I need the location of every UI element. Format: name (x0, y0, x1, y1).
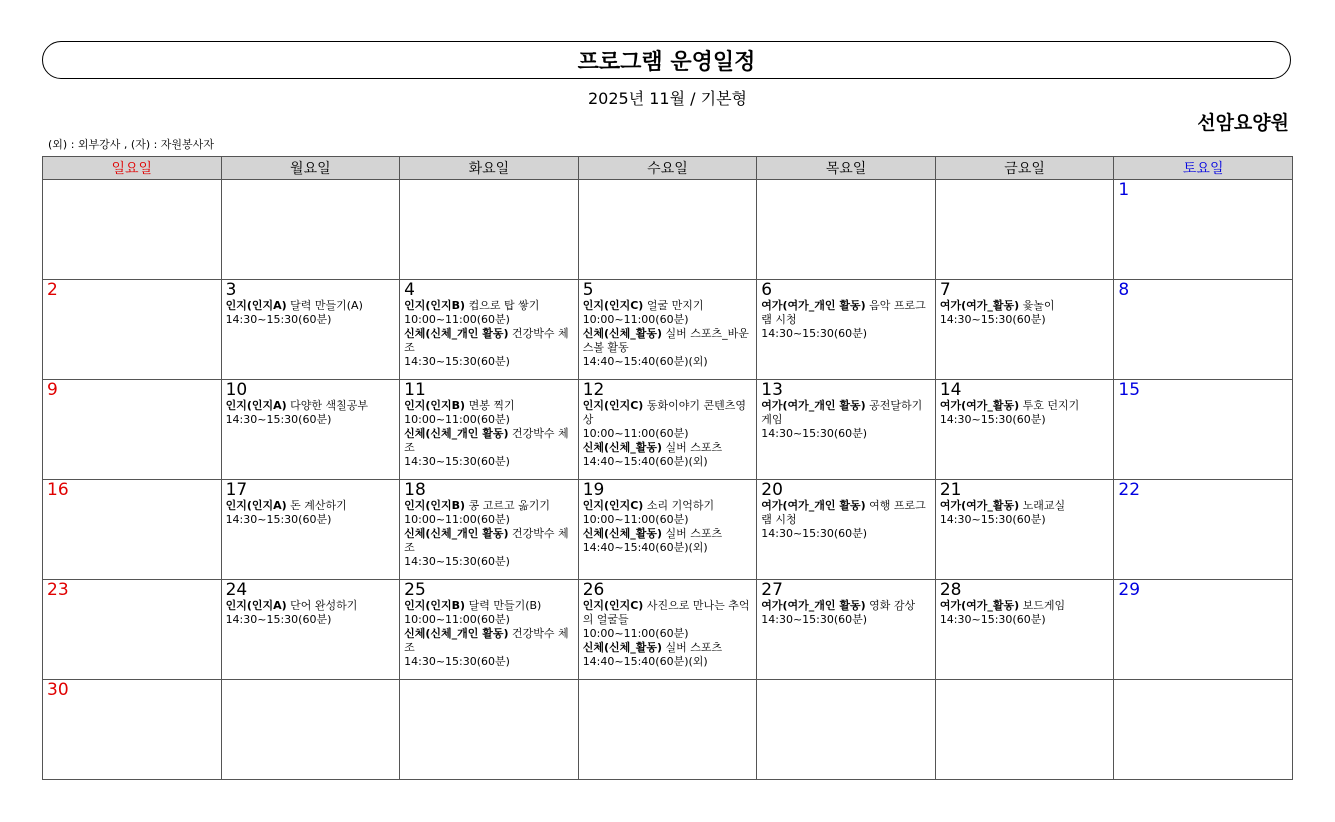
program-name: 음악 프로그램 시청 (761, 299, 926, 326)
program-entry (583, 499, 753, 527)
program-time: 14:30~15:30(60분) (404, 655, 510, 668)
program-entry (404, 299, 574, 327)
program-time: 14:30~15:30(60분) (761, 613, 868, 626)
program-name: 실버 스포츠 (665, 441, 723, 454)
day-number: 29 (1118, 580, 1141, 600)
program-entry (940, 499, 1110, 527)
program-time: 14:30~15:30(60분) (225, 413, 332, 426)
calendar-week-row (43, 180, 1293, 280)
program-entry (226, 499, 396, 527)
calendar-day-cell (221, 680, 400, 780)
page-subtitle: 2025년 11월 / 기본형 (587, 89, 747, 108)
calendar-day-cell (935, 380, 1114, 480)
program-name: 영화 감상 (869, 599, 916, 612)
program-category: 여가(여가_개인 활동) (761, 599, 866, 612)
program-category: 신체(신체_활동) (582, 327, 662, 340)
program-name: 돈 계산하기 (290, 499, 347, 512)
day-number: 26 (582, 580, 605, 600)
program-category: 인지(인지B) (404, 499, 466, 512)
day-number: 24 (225, 580, 248, 600)
calendar-day-cell (400, 180, 579, 280)
calendar-week-row (43, 480, 1293, 580)
program-entry (404, 599, 574, 627)
calendar-day-cell (757, 280, 936, 380)
program-time: 14:30~15:30(60분) (225, 613, 332, 626)
program-category: 여가(여가_개인 활동) (761, 499, 866, 512)
program-time: 14:30~15:30(60분) (404, 455, 510, 468)
legend-note: (외) : 외부강사 , (자) : 자원봉사자 (48, 138, 214, 151)
day-number: 9 (47, 380, 58, 400)
program-category: 인지(인지A) (225, 399, 287, 412)
program-category: 여가(여가_개인 활동) (761, 299, 866, 312)
program-entry (226, 599, 396, 627)
program-time: 14:30~15:30(60분) (761, 527, 868, 540)
day-number: 1 (1118, 180, 1130, 200)
calendar-day-cell (757, 480, 936, 580)
program-entry (583, 599, 753, 641)
calendar-day-cell (43, 480, 222, 580)
program-name: 건강박수 체조 (404, 627, 569, 654)
program-time: 14:30~15:30(60분) (939, 513, 1046, 526)
organization-name: 선암요양원 (1197, 112, 1289, 134)
weekday-header-mon: 월요일 (221, 157, 400, 180)
program-entry (761, 499, 931, 541)
program-time: 14:30~15:30(60분) (761, 427, 868, 440)
day-number: 11 (404, 380, 426, 400)
program-name: 면봉 찍기 (468, 399, 515, 412)
program-entry (404, 627, 574, 669)
day-number: 20 (761, 480, 783, 500)
day-number: 16 (47, 480, 69, 500)
weekday-header-tue: 화요일 (400, 157, 579, 180)
calendar-day-cell (400, 380, 579, 480)
program-name: 실버 스포츠 (665, 527, 723, 540)
calendar-day-cell (935, 680, 1114, 780)
program-entry (404, 327, 574, 369)
calendar-day-cell (578, 580, 757, 680)
program-entry (583, 399, 753, 441)
day-number: 25 (404, 580, 426, 600)
day-number: 12 (582, 380, 605, 400)
program-entry (404, 427, 574, 469)
program-time: 10:00~11:00(60분) (582, 513, 689, 526)
program-time: 14:30~15:30(60분) (225, 513, 332, 526)
program-time: 14:30~15:30(60분) (939, 613, 1046, 626)
program-time: 10:00~11:00(60분) (404, 313, 510, 326)
day-number: 5 (582, 280, 594, 300)
program-time: 14:30~15:30(60분) (404, 555, 510, 568)
program-name: 콩 고르고 옮기기 (468, 499, 550, 512)
weekday-header-fri: 금요일 (935, 157, 1114, 180)
weekday-header-sun: 일요일 (43, 157, 222, 180)
calendar-day-cell (221, 280, 400, 380)
program-name: 달력 만들기(B) (468, 599, 542, 612)
program-name: 노래교실 (1022, 499, 1066, 512)
program-name: 소리 기억하기 (646, 499, 715, 512)
program-time: 10:00~11:00(60분) (582, 627, 689, 640)
program-time: 14:40~15:40(60분)(외) (582, 355, 708, 368)
program-category: 신체(신체_개인 활동) (404, 427, 509, 440)
program-time: 14:40~15:40(60분)(외) (582, 541, 708, 554)
page-title-text: 프로그램 운영일정 (577, 49, 756, 75)
program-name: 공전달하기 게임 (761, 399, 923, 426)
day-number: 14 (939, 380, 962, 400)
program-category: 인지(인지B) (404, 299, 466, 312)
program-entry (583, 527, 753, 555)
calendar-day-cell (43, 180, 222, 280)
program-time: 10:00~11:00(60분) (404, 613, 510, 626)
program-category: 인지(인지C) (582, 399, 644, 412)
calendar-day-cell (578, 680, 757, 780)
weekday-header-thu: 목요일 (757, 157, 936, 180)
weekday-header-row (43, 157, 1293, 180)
program-category: 여가(여가_활동) (939, 299, 1020, 312)
program-name: 실버 스포츠 (665, 641, 723, 654)
day-number: 17 (225, 480, 248, 500)
program-name: 다양한 색칠공부 (290, 399, 369, 412)
program-entry (404, 499, 574, 527)
program-category: 신체(신체_개인 활동) (404, 327, 509, 340)
program-time: 14:30~15:30(60분) (761, 327, 868, 340)
program-category: 인지(인지A) (225, 299, 287, 312)
program-category: 신체(신체_개인 활동) (404, 527, 509, 540)
day-number: 10 (225, 380, 248, 400)
day-number: 23 (47, 580, 69, 600)
program-name: 달력 만들기(A) (290, 299, 363, 312)
calendar-day-cell (757, 680, 936, 780)
program-entry (940, 599, 1110, 627)
day-number: 3 (225, 280, 237, 300)
program-name: 건강박수 체조 (404, 527, 569, 554)
calendar-day-cell (935, 280, 1114, 380)
day-number: 7 (939, 280, 951, 300)
calendar-day-cell (935, 480, 1114, 580)
day-number: 2 (47, 280, 58, 300)
calendar-day-cell (400, 580, 579, 680)
day-number: 4 (404, 280, 415, 300)
program-entry (761, 399, 931, 441)
calendar-day-cell (1114, 580, 1293, 680)
program-time: 10:00~11:00(60분) (582, 313, 689, 326)
calendar-table (42, 156, 1293, 780)
program-name: 실버 스포츠_바운스볼 활동 (582, 327, 749, 354)
program-time: 14:40~15:40(60분)(외) (582, 655, 708, 668)
day-number: 8 (1118, 280, 1130, 300)
calendar-day-cell (1114, 380, 1293, 480)
program-name: 여행 프로그램 시청 (761, 499, 926, 526)
day-number: 21 (939, 480, 962, 500)
program-entry (761, 599, 931, 627)
calendar-day-cell (1114, 180, 1293, 280)
day-number: 6 (761, 280, 773, 300)
program-time: 14:40~15:40(60분)(외) (582, 455, 708, 468)
program-entry (583, 327, 753, 369)
calendar-week-row (43, 580, 1293, 680)
program-entry (583, 441, 753, 469)
day-number: 15 (1118, 380, 1141, 400)
calendar-day-cell (400, 480, 579, 580)
calendar-day-cell (221, 380, 400, 480)
calendar-day-cell (43, 380, 222, 480)
day-number: 13 (761, 380, 783, 400)
program-time: 10:00~11:00(60분) (404, 413, 510, 426)
page-title (42, 41, 1291, 79)
program-category: 여가(여가_활동) (939, 399, 1020, 412)
program-name: 윷놀이 (1022, 299, 1055, 312)
program-time: 10:00~11:00(60분) (404, 513, 510, 526)
calendar-day-cell (400, 680, 579, 780)
program-category: 신체(신체_활동) (582, 527, 662, 540)
program-time: 14:30~15:30(60분) (939, 413, 1046, 426)
program-entry (404, 527, 574, 569)
program-name: 동화이야기 콘텐츠영상 (582, 399, 746, 426)
calendar-week-row (43, 280, 1293, 380)
day-number: 19 (582, 480, 605, 500)
program-time: 10:00~11:00(60분) (582, 427, 689, 440)
program-name: 얼굴 만지기 (646, 299, 704, 312)
day-number: 28 (939, 580, 962, 600)
program-time: 14:30~15:30(60분) (404, 355, 510, 368)
calendar-day-cell (1114, 480, 1293, 580)
day-number: 27 (761, 580, 783, 600)
calendar-week-row (43, 380, 1293, 480)
calendar-day-cell (757, 580, 936, 680)
calendar-day-cell (221, 580, 400, 680)
program-name: 컵으로 탑 쌓기 (468, 299, 540, 312)
program-category: 인지(인지B) (404, 399, 466, 412)
program-name: 사진으로 만나는 추억의 얼굴들 (582, 599, 750, 626)
program-category: 신체(신체_개인 활동) (404, 627, 509, 640)
program-category: 신체(신체_활동) (582, 641, 662, 654)
program-entry (404, 399, 574, 427)
program-name: 투호 던지기 (1022, 399, 1080, 412)
calendar-day-cell (935, 580, 1114, 680)
program-entry (761, 299, 931, 341)
calendar-day-cell (221, 180, 400, 280)
calendar-day-cell (578, 480, 757, 580)
calendar-day-cell (578, 180, 757, 280)
program-entry (940, 399, 1110, 427)
calendar-day-cell (221, 480, 400, 580)
program-category: 인지(인지C) (582, 299, 644, 312)
program-category: 인지(인지A) (225, 499, 287, 512)
program-category: 인지(인지B) (404, 599, 466, 612)
day-number: 30 (47, 680, 69, 700)
calendar-day-cell (1114, 680, 1293, 780)
program-entry (583, 299, 753, 327)
program-entry (226, 299, 396, 327)
program-name: 건강박수 체조 (404, 427, 569, 454)
day-number: 22 (1118, 480, 1141, 500)
program-category: 여가(여가_개인 활동) (761, 399, 866, 412)
calendar-day-cell (757, 180, 936, 280)
program-category: 인지(인지C) (582, 499, 644, 512)
calendar-day-cell (935, 180, 1114, 280)
calendar-day-cell (1114, 280, 1293, 380)
weekday-header-sat: 토요일 (1114, 157, 1293, 180)
day-number: 18 (404, 480, 426, 500)
program-name: 단어 완성하기 (290, 599, 358, 612)
calendar-day-cell (578, 280, 757, 380)
calendar-day-cell (43, 280, 222, 380)
program-category: 인지(인지C) (582, 599, 644, 612)
program-name: 건강박수 체조 (404, 327, 569, 354)
program-entry (583, 641, 753, 669)
program-time: 14:30~15:30(60분) (225, 313, 332, 326)
calendar-day-cell (43, 580, 222, 680)
program-category: 신체(신체_활동) (582, 441, 662, 454)
program-time: 14:30~15:30(60분) (939, 313, 1046, 326)
calendar-day-cell (43, 680, 222, 780)
program-category: 인지(인지A) (225, 599, 287, 612)
calendar-day-cell (400, 280, 579, 380)
program-entry (226, 399, 396, 427)
program-category: 여가(여가_활동) (939, 599, 1020, 612)
weekday-header-wed: 수요일 (578, 157, 757, 180)
program-category: 여가(여가_활동) (939, 499, 1020, 512)
program-name: 보드게임 (1022, 599, 1066, 612)
calendar-day-cell (757, 380, 936, 480)
program-entry (940, 299, 1110, 327)
calendar-week-row (43, 680, 1293, 780)
calendar-day-cell (578, 380, 757, 480)
